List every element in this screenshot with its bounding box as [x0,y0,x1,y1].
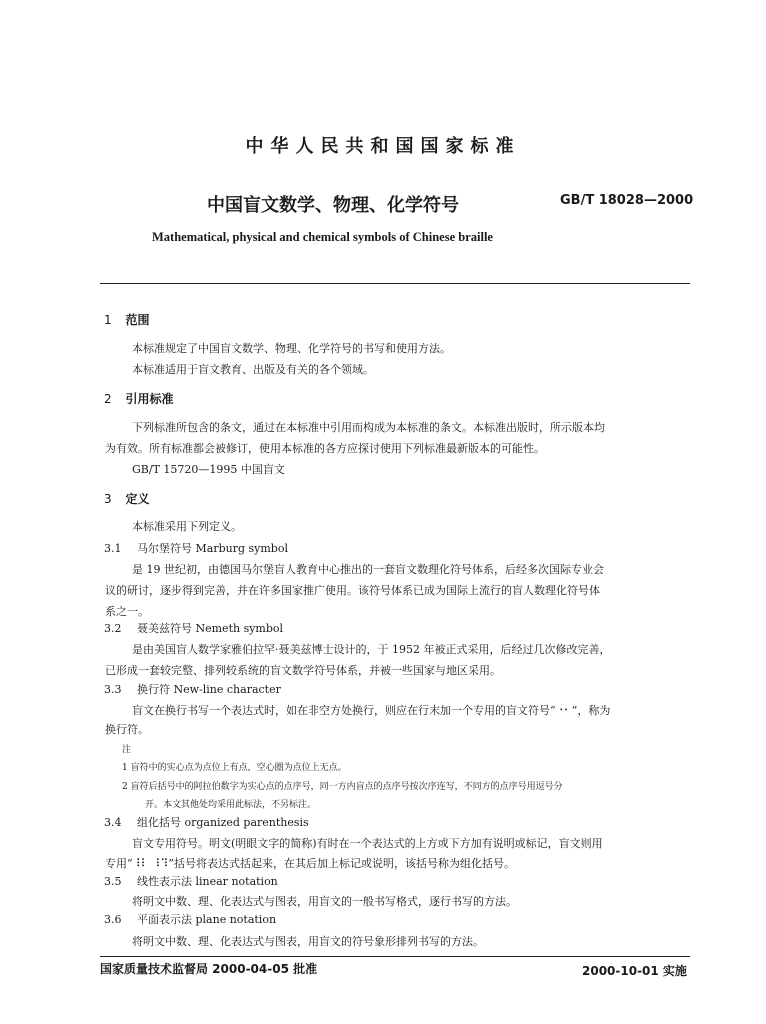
definition-3-2-term: 聂美兹符号 Nemeth symbol [137,622,284,635]
definition-3-3-number: 3.3 [104,683,122,696]
definition-3-6-number: 3.6 [104,913,122,926]
definition-3-5-number: 3.5 [104,875,122,888]
definition-3-5-term: 线性表示法 linear notation [137,875,278,888]
section-2-paragraph-line-2: 为有效。所有标准都会被修订，使用本标准的各方应探讨使用下列标准最新版本的可能性。 [105,442,545,455]
definition-3-6-line-1: 将明文中数、理、化表达式与图表，用盲文的符号象形排列书写的方法。 [132,935,484,948]
definition-3-3-term: 换行符 New-line character [137,683,281,696]
standard-code: GB/T 18028—2000 [560,193,694,208]
definition-3-3-heading [104,681,281,697]
definition-3-5-heading [104,873,278,889]
definition-3-1-line-1: 是 19 世纪初，由德国马尔堡盲人教育中心推出的一套盲文数理化符号体系，后经多次国际专业会 [132,563,604,576]
note-label: 注 [122,745,132,755]
definition-3-5-line-1: 将明文中数、理、化表达式与图表，用盲文的一般书写格式，逐行书写的方法。 [132,895,517,908]
section-3-title: 定义 [125,492,150,506]
definition-3-2-line-2: 已形成一套较完整、排列较系统的盲文数学符号体系，并被一些国家与地区采用。 [105,664,501,677]
section-1-heading [104,311,149,328]
definition-3-4-number: 3.4 [104,816,122,829]
section-1-paragraph-1: 本标准规定了中国盲文数学、物理、化学符号的书写和使用方法。 [132,342,451,355]
standard-title: 中国盲文数学、物理、化学符号 [207,195,459,216]
header-rule [100,283,690,284]
approval-line: 国家质量技术监督局 2000-04-05 批准 [100,962,318,976]
section-1-number: 1 [104,313,112,327]
section-3-heading [104,490,149,507]
definition-3-3-line-2: 换行符。 [105,723,149,736]
definition-3-1-line-3: 系之一。 [105,605,149,618]
section-3-intro: 本标准采用下列定义。 [132,520,242,533]
definition-3-4-line-2: 专用“⠸⠇ ⠸⠹”括号将表达式括起来，在其后加上标记或说明，该括号称为组化括号。 [105,857,515,870]
section-2-title: 引用标准 [125,392,174,406]
definition-3-2-number: 3.2 [104,622,122,635]
english-title: Mathematical, physical and chemical symbols of Chinese braille [152,230,493,244]
definition-3-4-heading [104,814,309,830]
definition-3-4-line-1: 盲文专用符号。明文(明眼文字的简称)有时在一个表达式的上方或下方加有说明或标记，盲文则用 [132,837,603,850]
implementation-date: 2000-10-01 实施 [582,964,687,978]
definition-3-6-heading [104,911,276,927]
note-2-line-1: 2 盲符后括号中的阿拉伯数字为实心点的点序号，同一方内盲点的点序号按次序连写，不同方的点序号用逗号分 [122,782,563,792]
section-2-heading [104,390,173,407]
section-2-number: 2 [104,392,112,406]
definition-3-1-line-2: 议的研讨，逐步得到完善，并在许多国家推广使用。该符号体系已成为国际上流行的盲人数理化符号体 [105,584,600,597]
definition-3-3-line-1: 盲文在换行书写一个表达式时，如在非空方处换行，则应在行末加一个专用的盲文符号“⠐⠂”，称为 [132,704,611,717]
definition-3-1-number: 3.1 [104,542,122,555]
national-standard-heading: 中华人民共和国国家标准 [245,136,521,157]
referenced-standard: GB/T 15720—1995 中国盲文 [132,463,285,476]
definition-3-4-term: 组化括号 organized parenthesis [137,816,309,829]
definition-3-2-heading [104,620,283,636]
definition-3-2-line-1: 是由美国盲人数学家雅伯拉罕·聂美兹博士设计的，于 1952 年被正式采用，后经过几次修改完善， [132,643,611,656]
footer-rule [100,956,690,957]
definition-3-6-term: 平面表示法 plane notation [137,913,277,926]
note-2-line-2: 开。本文其他处均采用此标法，不另标注。 [145,800,317,810]
section-3-number: 3 [104,492,112,506]
definition-3-1-heading [104,540,288,556]
definition-3-1-term: 马尔堡符号 Marburg symbol [137,542,288,555]
section-2-paragraph-line-1: 下列标准所包含的条文，通过在本标准中引用而构成为本标准的条文。本标准出版时，所示版本均 [132,421,605,434]
section-1-title: 范围 [125,313,150,327]
section-1-paragraph-2: 本标准适用于盲文教育、出版及有关的各个领域。 [132,363,374,376]
note-1: 1 盲符中的实心点为点位上有点，空心圈为点位上无点。 [122,763,347,773]
